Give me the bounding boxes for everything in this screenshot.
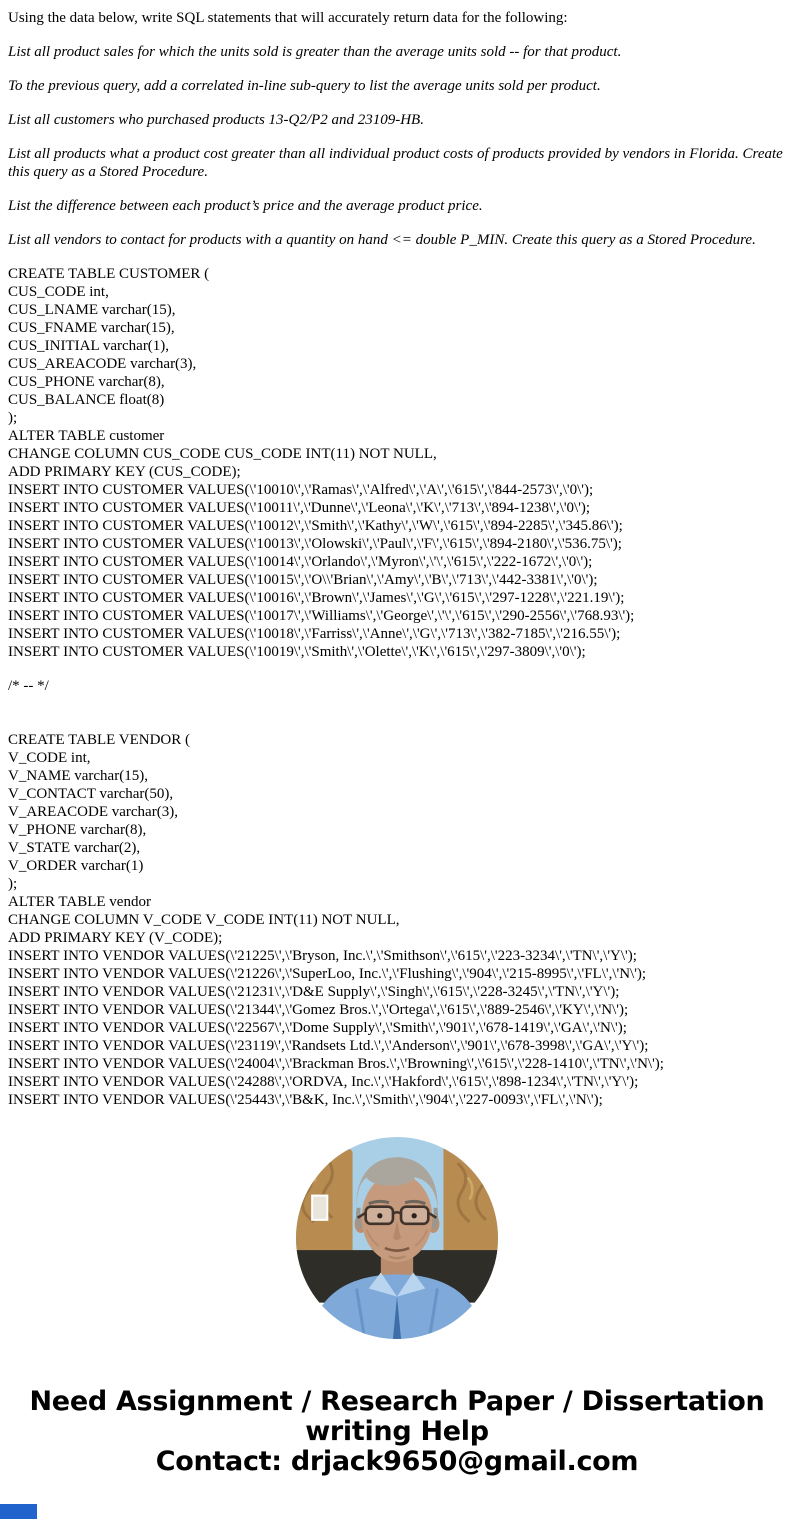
sql-line: CUS_AREACODE varchar(3),	[8, 356, 197, 372]
sql-line: INSERT INTO VENDOR VALUES(\'24288\',\'ORDVA, Inc.\',\'Hakford\',\'615\',\'898-1234\',\'TN\',\'Y\');	[8, 1074, 639, 1090]
advert-footer	[8, 1387, 786, 1477]
sql-line: INSERT INTO CUSTOMER VALUES(\'10017\',\'Williams\',\'George\',\'\',\'615\',\'290-2556\',\'768.93\');	[8, 608, 635, 624]
sql-line: CHANGE COLUMN V_CODE V_CODE INT(11) NOT NULL,	[8, 912, 400, 928]
sql-line: INSERT INTO VENDOR VALUES(\'24004\',\'Brackman Bros.\',\'Browning\',\'615\',\'228-1410\',\'TN\',\'N\');	[8, 1056, 664, 1072]
sql-line: INSERT INTO CUSTOMER VALUES(\'10012\',\'Smith\',\'Kathy\',\'W\',\'615\',\'894-2285\',\'345.86\');	[8, 518, 623, 534]
question-prompt: List all customers who purchased products 13-Q2/P2 and 23109-HB.	[8, 112, 424, 128]
sql-line: INSERT INTO CUSTOMER VALUES(\'10014\',\'Orlando\',\'Myron\',\'\',\'615\',\'222-1672\',\'0\');	[8, 554, 593, 570]
blue-selection-marker	[0, 1504, 37, 1519]
sql-line: CUS_LNAME varchar(15),	[8, 302, 176, 318]
sql-line: V_NAME varchar(15),	[8, 768, 148, 784]
sql-line: );	[8, 410, 18, 426]
sql-line: INSERT INTO VENDOR VALUES(\'23119\',\'Randsets Ltd.\',\'Anderson\',\'901\',\'678-3998\',\'GA\',\'Y\');	[8, 1038, 649, 1054]
question-prompt: List all products what a product cost greater than all individual product costs of products provided by vendors in Florida. Create this query as a Stored Procedure.	[8, 146, 783, 180]
sql-line: ADD PRIMARY KEY (CUS_CODE);	[8, 464, 241, 480]
footer-line-1: Need Assignment / Research Paper / Dissertation	[29, 1386, 765, 1417]
sql-line: CUS_BALANCE float(8)	[8, 392, 165, 408]
sql-line: CREATE TABLE VENDOR (	[8, 732, 190, 748]
sql-line: INSERT INTO VENDOR VALUES(\'21231\',\'D&E Supply\',\'Singh\',\'615\',\'228-3245\',\'TN\',\'Y\');	[8, 984, 620, 1000]
sql-line: INSERT INTO CUSTOMER VALUES(\'10013\',\'Olowski\',\'Paul\',\'F\',\'615\',\'894-2180\',\'536.75\');	[8, 536, 622, 552]
sql-line: CUS_INITIAL varchar(1),	[8, 338, 170, 354]
sql-line: CUS_CODE int,	[8, 284, 109, 300]
question-prompt: To the previous query, add a correlated in-line sub-query to list the average units sold per product.	[8, 78, 601, 94]
sql-line: CUS_FNAME varchar(15),	[8, 320, 175, 336]
sql-line: INSERT INTO CUSTOMER VALUES(\'10010\',\'Ramas\',\'Alfred\',\'A\',\'615\',\'844-2573\',\'0\');	[8, 482, 594, 498]
sql-line: INSERT INTO CUSTOMER VALUES(\'10018\',\'Farriss\',\'Anne\',\'G\',\'713\',\'382-7185\',\'216.55\');	[8, 626, 621, 642]
sql-line: ADD PRIMARY KEY (V_CODE);	[8, 930, 223, 946]
sql-line: V_ORDER varchar(1)	[8, 858, 144, 874]
sql-line: INSERT INTO VENDOR VALUES(\'22567\',\'Dome Supply\',\'Smith\',\'901\',\'678-1419\',\'GA\',\'N\');	[8, 1020, 627, 1036]
sql-comment-divider: /* -- */	[8, 678, 49, 694]
question-prompt: List all vendors to contact for products with a quantity on hand <= double P_MIN. Create this query as a Stored Procedure.	[8, 232, 756, 248]
sql-line: CHANGE COLUMN CUS_CODE CUS_CODE INT(11) NOT NULL,	[8, 446, 437, 462]
sql-line: V_PHONE varchar(8),	[8, 822, 147, 838]
sql-line: ALTER TABLE customer	[8, 428, 165, 444]
sql-line: INSERT INTO CUSTOMER VALUES(\'10019\',\'Smith\',\'Olette\',\'K\',\'615\',\'297-3809\',\'0\');	[8, 644, 586, 660]
sql-line: V_STATE varchar(2),	[8, 840, 141, 856]
question-prompt: List the difference between each product’s price and the average product price.	[8, 198, 483, 214]
sql-line: INSERT INTO CUSTOMER VALUES(\'10015\',\'O\\'Brian\',\'Amy\',\'B\',\'713\',\'442-3381\',\'0\');	[8, 572, 598, 588]
sql-line: INSERT INTO CUSTOMER VALUES(\'10011\',\'Dunne\',\'Leona\',\'K\',\'713\',\'894-1238\',\'0\');	[8, 500, 591, 516]
sql-customer-block	[8, 265, 786, 661]
sql-line: V_AREACODE varchar(3),	[8, 804, 178, 820]
person-illustration	[296, 1137, 498, 1339]
intro-text: Using the data below, write SQL statements that will accurately return data for the following:	[8, 10, 568, 26]
sql-line: INSERT INTO VENDOR VALUES(\'21225\',\'Bryson, Inc.\',\'Smithson\',\'615\',\'223-3234\',\'TN\',\'Y\');	[8, 948, 637, 964]
profile-photo	[296, 1137, 498, 1339]
sql-line: V_CODE int,	[8, 750, 91, 766]
question-prompts	[8, 43, 786, 249]
footer-line-3: Contact: drjack9650@gmail.com	[155, 1446, 639, 1477]
sql-line: INSERT INTO VENDOR VALUES(\'25443\',\'B&K, Inc.\',\'Smith\',\'904\',\'227-0093\',\'FL\',\'N\');	[8, 1092, 603, 1108]
sql-line: CUS_PHONE varchar(8),	[8, 374, 165, 390]
sql-line: INSERT INTO VENDOR VALUES(\'21226\',\'SuperLoo, Inc.\',\'Flushing\',\'904\',\'215-8995\',\'FL\',\'N\');	[8, 966, 647, 982]
sql-line: INSERT INTO CUSTOMER VALUES(\'10016\',\'Brown\',\'James\',\'G\',\'615\',\'297-1228\',\'221.19\');	[8, 590, 625, 606]
footer-line-2: writing Help	[305, 1416, 489, 1447]
sql-vendor-block	[8, 731, 786, 1109]
sql-line: CREATE TABLE CUSTOMER (	[8, 266, 210, 282]
sql-line: );	[8, 876, 18, 892]
sql-line: ALTER TABLE vendor	[8, 894, 151, 910]
sql-line: INSERT INTO VENDOR VALUES(\'21344\',\'Gomez Bros.\',\'Ortega\',\'615\',\'889-2546\',\'KY\',\'N\');	[8, 1002, 629, 1018]
sql-line: V_CONTACT varchar(50),	[8, 786, 174, 802]
question-prompt: List all product sales for which the units sold is greater than the average units sold -- for that product.	[8, 44, 622, 60]
